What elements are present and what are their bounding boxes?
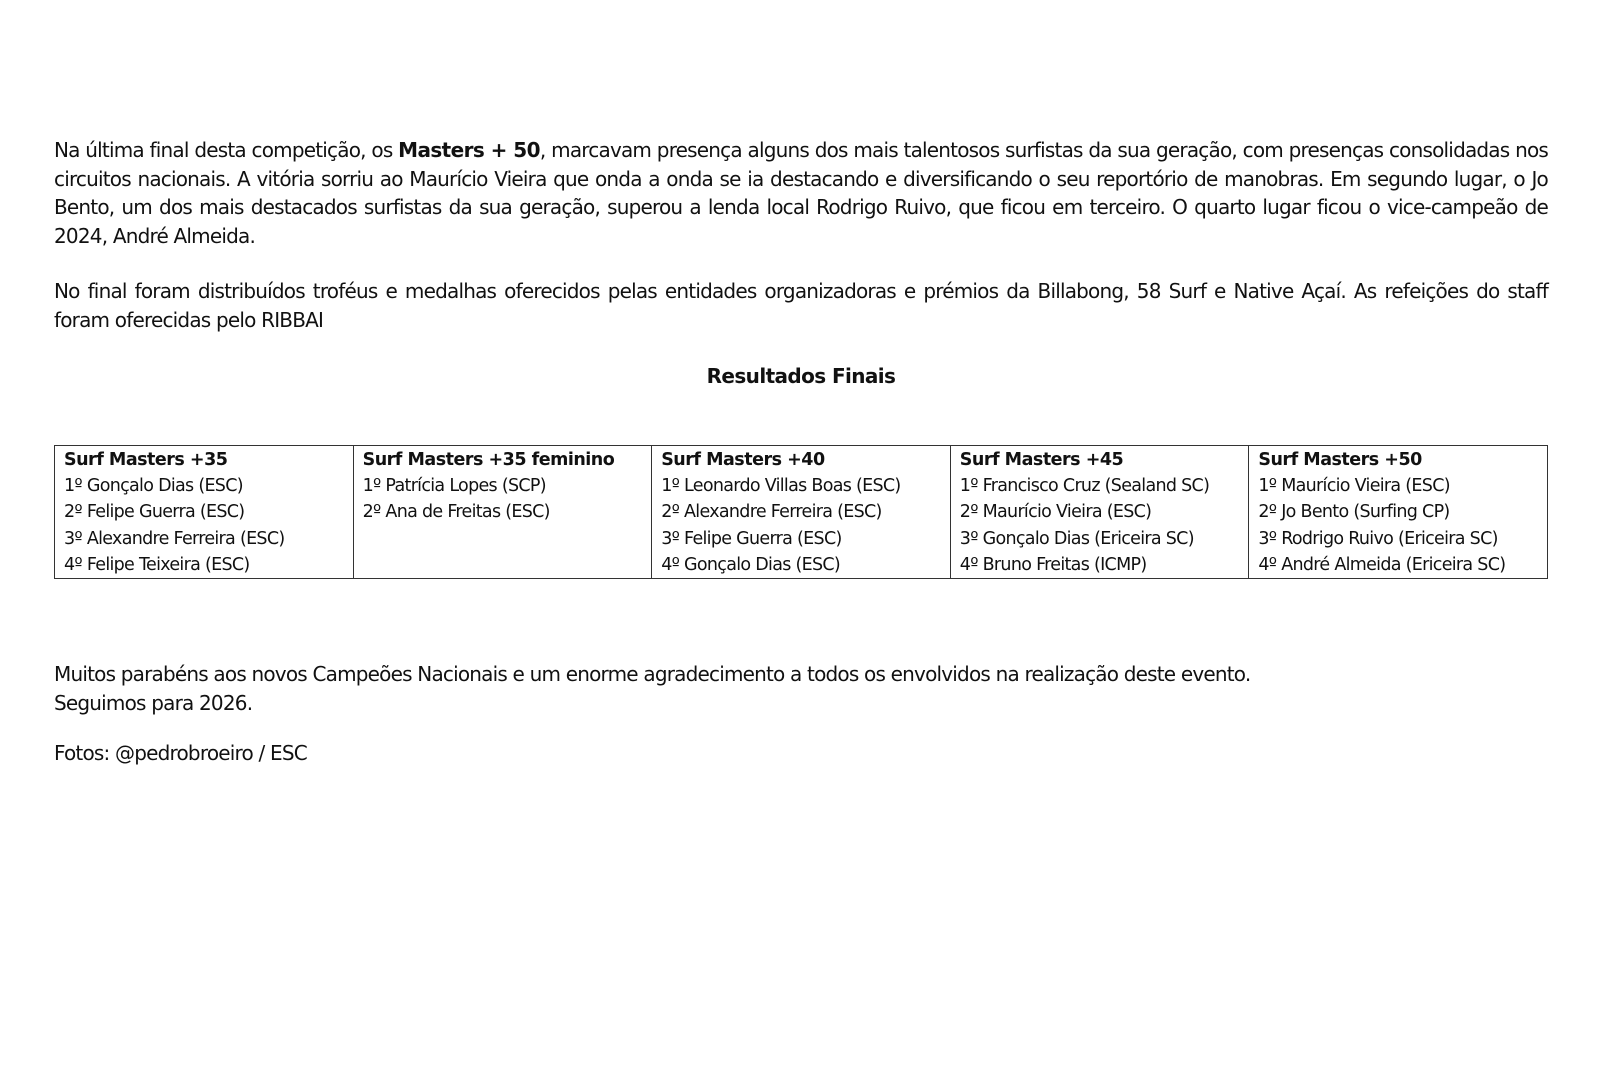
intro-paragraph-1-start: Na última final desta competição, os bbox=[54, 138, 399, 162]
placing: 2º Felipe Guerra (ESC) bbox=[64, 502, 245, 523]
placing: 3º Felipe Guerra (ESC) bbox=[661, 528, 842, 549]
placing: 3º Alexandre Ferreira (ESC) bbox=[64, 528, 285, 549]
placing: 4º Felipe Teixeira (ESC) bbox=[64, 554, 250, 575]
placing: 1º Francisco Cruz (Sealand SC) bbox=[959, 476, 1210, 497]
placing: 4º André Almeida (Ericeira SC) bbox=[1258, 554, 1506, 575]
photo-credits: Fotos: @pedrobroeiro / ESC bbox=[54, 741, 307, 766]
placing: 4º Bruno Freitas (ICMP) bbox=[959, 554, 1147, 575]
placing: 4º Gonçalo Dias (ESC) bbox=[661, 554, 841, 575]
placing: 2º Ana de Freitas (ESC) bbox=[362, 502, 550, 523]
closing-next-year: Seguimos para 2026. bbox=[54, 690, 253, 715]
intro-highlight-masters-50: Masters + 50 bbox=[398, 138, 540, 162]
intro-paragraph-2: No final foram distribuídos troféus e medalhas oferecidos pelas entidades organizadoras e prémios da Billabong, 58 Surf e Native Açaí. As refeições do staff foram oferecidas pelo RIBBAI bbox=[54, 279, 1548, 332]
results-column-masters-50 bbox=[1249, 446, 1548, 579]
category-title: Surf Masters +35 feminino bbox=[362, 450, 615, 470]
results-column-masters-35-feminino bbox=[353, 446, 652, 579]
results-column-masters-35 bbox=[55, 446, 354, 579]
placing: 1º Patrícia Lopes (SCP) bbox=[362, 476, 546, 497]
category-title: Surf Masters +40 bbox=[661, 450, 825, 470]
category-title: Surf Masters +35 bbox=[64, 450, 228, 470]
placing: 2º Jo Bento (Surfing CP) bbox=[1258, 502, 1450, 523]
results-column-masters-45 bbox=[950, 446, 1249, 579]
placing: 1º Leonardo Villas Boas (ESC) bbox=[661, 476, 901, 497]
placing: 1º Maurício Vieira (ESC) bbox=[1258, 476, 1450, 497]
category-title: Surf Masters +45 bbox=[959, 450, 1124, 470]
placing: 1º Gonçalo Dias (ESC) bbox=[64, 476, 243, 497]
placing: 2º Maurício Vieira (ESC) bbox=[959, 502, 1152, 523]
results-column-masters-40 bbox=[652, 446, 951, 579]
closing-thanks: Muitos parabéns aos novos Campeões Nacionais e um enorme agradecimento a todos os envolvidos na realização deste evento. bbox=[54, 662, 1251, 687]
placing: 3º Gonçalo Dias (Ericeira SC) bbox=[959, 528, 1194, 549]
results-row bbox=[55, 446, 1548, 579]
results-table bbox=[54, 445, 1548, 579]
closing-section bbox=[54, 660, 1548, 768]
placing: 2º Alexandre Ferreira (ESC) bbox=[661, 502, 882, 523]
category-title: Surf Masters +50 bbox=[1258, 450, 1422, 470]
article-body bbox=[54, 136, 1548, 768]
intro-paragraph-1 bbox=[54, 136, 1548, 250]
results-heading: Resultados Finais bbox=[706, 364, 896, 388]
intro-paragraph-1-rest: , marcavam presença alguns dos mais talentosos surfistas da sua geração, com presenças consolidadas nos circuitos nacionais. A vitória sorriu ao Maurício Vieira que onda a onda se ia destacando e diversificando o seu reportório de manobras. Em segundo lugar, o Jo Bento, um dos mais destacados surfistas da sua geração, superou a lenda local Rodrigo Ruivo, que ficou em terceiro. O quarto lugar ficou o vice-campeão de 2024, André Almeida. bbox=[54, 138, 1549, 248]
placing: 3º Rodrigo Ruivo (Ericeira SC) bbox=[1258, 528, 1498, 549]
